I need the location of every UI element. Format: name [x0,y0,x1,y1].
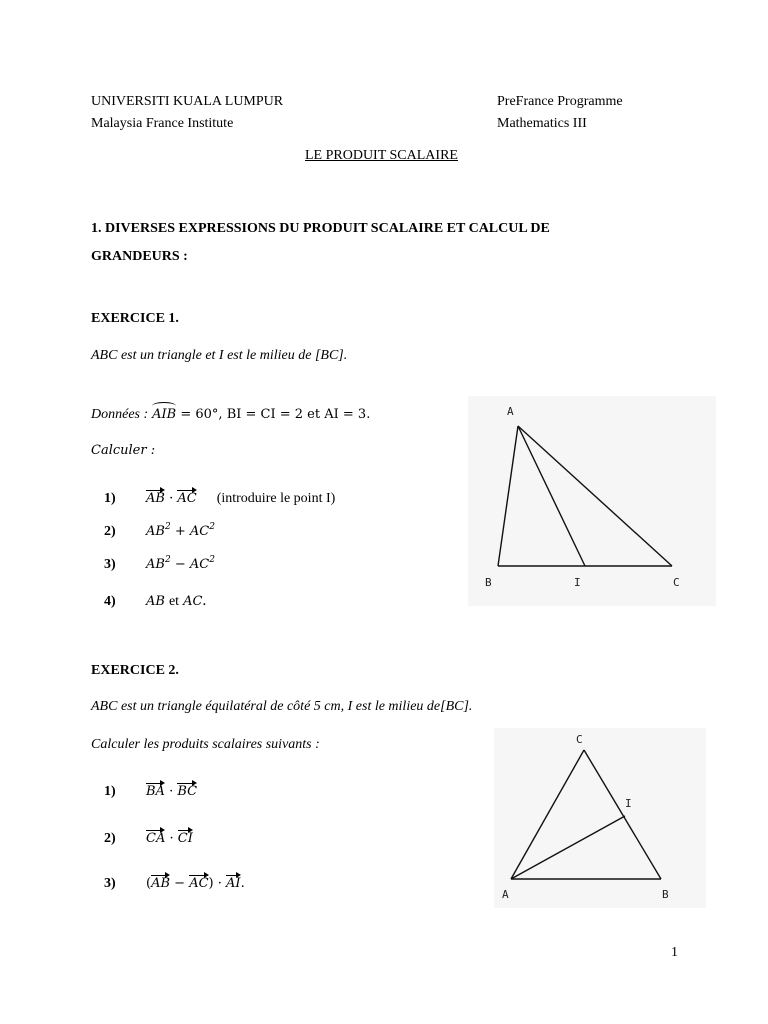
vector-ai: AI [226,876,241,891]
vector-ac: AC [177,491,197,506]
hint-text: (introduire le point I) [216,491,336,506]
exercise1-calculer: Calculer : [91,443,156,458]
equilateral-triangle-figure [494,728,706,908]
item-number: 2) [104,831,116,846]
label-b: B [662,888,669,901]
item-number: 1) [104,491,116,506]
label-a: A [507,405,514,418]
dot-operator: · [213,876,227,891]
label-c: C [673,576,680,589]
ab-text: AB [146,524,165,539]
exercise2-heading: EXERCICE 2. [91,663,179,678]
university-name: UNIVERSITI KUALA LUMPUR [91,94,284,109]
ab-text: AB [146,594,165,609]
item-number: 1) [104,784,116,799]
vector-ac: AC [189,876,209,891]
label-i: I [574,576,581,589]
close-paren: ) [208,876,214,891]
label-a: A [502,888,509,901]
programme-name: PreFrance Programme [497,94,623,109]
exercise1-heading: EXERCICE 1. [91,311,179,326]
square-exponent: 2 [209,555,215,565]
course-name: Mathematics III [497,116,587,131]
angle-aib: AIB [152,407,177,422]
period: . [240,876,245,891]
minus-operator: − [170,557,190,572]
et-word: et [168,594,180,609]
section-heading [91,215,550,271]
item-number: 3) [104,557,116,572]
header-left [91,91,283,135]
plus-operator: + [170,524,190,539]
exercise2-statement: ABC est un triangle équilatéral de côté 5 cm, I est le milieu de[BC]. [91,699,473,714]
ac-text: AC [183,594,203,609]
period: . [202,592,207,609]
label-c: C [576,733,583,746]
donnees-label: Données : [91,407,149,422]
exercise1-item4 [104,592,206,610]
section-heading-line2: GRANDEURS : [91,249,188,264]
ab-text: AB [146,557,165,572]
square-exponent: 2 [164,555,171,565]
exercise1-item3 [104,555,215,573]
exercise2-item1 [104,782,197,800]
institute-name: Malaysia France Institute [91,116,234,131]
exercise1-item2 [104,522,215,540]
exercise1-donnees [91,405,370,423]
exercise2-item2 [104,829,193,847]
donnees-values: = 60°, BI = CI = 2 et AI = 3. [176,407,371,422]
label-i: I [625,797,632,810]
page-number: 1 [671,945,678,960]
minus-operator: − [170,876,190,891]
open-paren: ( [146,876,152,891]
dot-operator: · [164,784,178,799]
item-number: 4) [104,594,116,609]
exercise1-item1 [104,489,335,507]
dot-operator: · [165,831,178,846]
exercise2-instruction: Calculer les produits scalaires suivants : [91,737,320,752]
header-right [497,91,623,135]
vector-ab: AB [151,876,171,891]
dot-operator: · [164,491,178,506]
square-exponent: 2 [209,522,215,532]
vector-ca: CA [146,831,166,846]
item-number: 2) [104,524,116,539]
triangle-abc-figure [468,396,716,606]
vector-ab: AB [146,491,165,506]
item-number: 3) [104,876,116,891]
section-heading-line1: 1. DIVERSES EXPRESSIONS DU PRODUIT SCALAIRE ET CALCUL DE [91,221,550,236]
square-exponent: 2 [164,522,171,532]
vector-ba: BA [146,784,165,799]
ac-text: AC [189,524,210,539]
vector-ci: CI [177,831,193,846]
exercise2-item3 [104,874,245,892]
label-b: B [485,576,492,589]
vector-bc: BC [177,784,198,799]
ac-text: AC [189,557,210,572]
document-title: LE PRODUIT SCALAIRE [305,148,458,163]
exercise1-statement: ABC est un triangle et I est le milieu de [BC]. [91,348,348,363]
